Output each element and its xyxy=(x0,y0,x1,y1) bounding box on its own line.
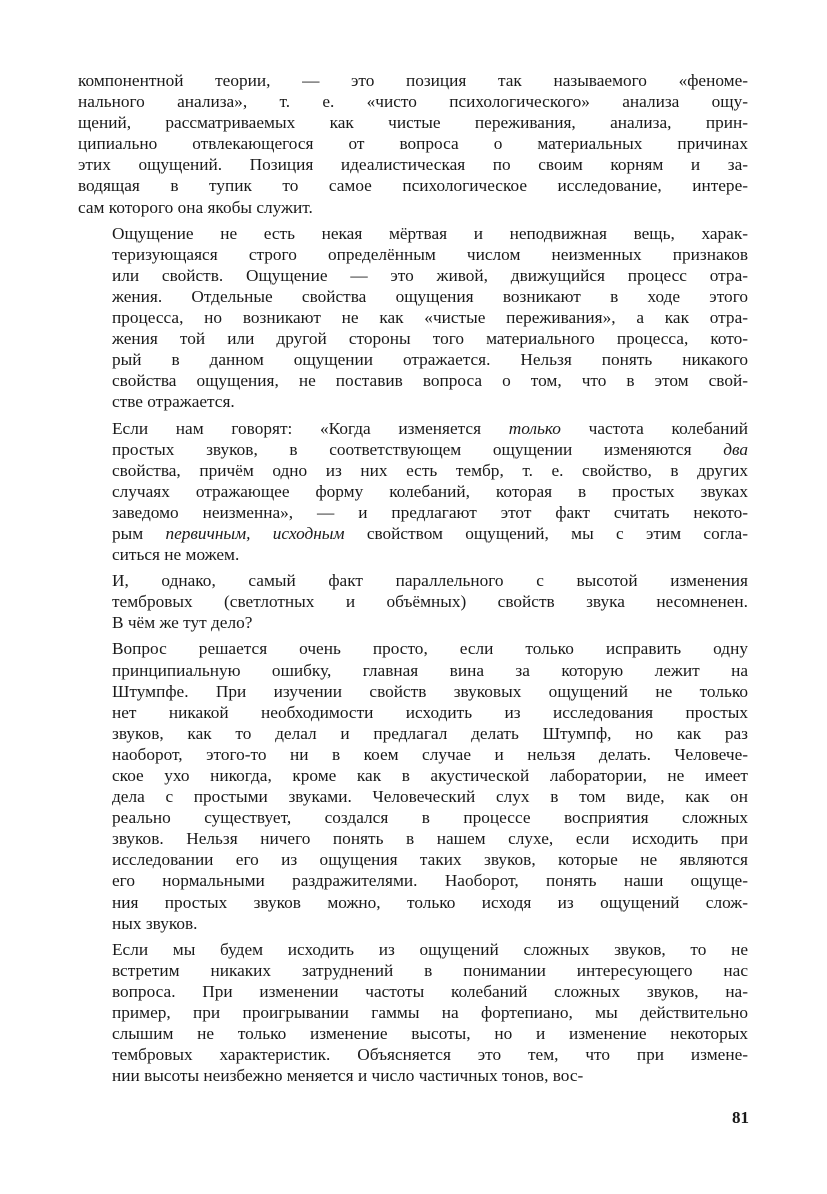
text-line: дела с простыми звуками. Человеческий слух в том виде, как он xyxy=(112,787,748,807)
text-line: Ощущение не есть некая мёртвая и неподвижная вещь, харак- xyxy=(112,223,748,243)
text-line: водящая в тупик то самое психологическое исследование, интере- xyxy=(78,176,748,196)
text-line: или свойств. Ощущение — это живой, движущийся процесс отра- xyxy=(112,265,748,285)
text-line: принципиальную ошибку, главная вина за которую лежит на xyxy=(112,660,748,680)
text-line: щений, рассматриваемых как чистые переживания, анализа, прин- xyxy=(78,113,748,133)
text-line: заведомо неизменна», — и предлагают этот факт считать некото- xyxy=(112,502,748,522)
text-line: его нормальными раздражителями. Наоборот, понять наши ощуще- xyxy=(112,871,748,891)
text-line: звуков. Нельзя ничего понять в нашем слухе, если исходить при xyxy=(112,829,748,849)
text-line: Если нам говорят: «Когда изменяется только частота колебаний xyxy=(112,418,748,438)
text-line: И, однако, самый факт параллельного с высотой изменения xyxy=(112,571,748,591)
text-line: Если мы будем исходить из ощущений сложных звуков, то не xyxy=(112,939,748,959)
text-line: компонентной теории, — это позиция так называемого «феноме- xyxy=(78,71,748,90)
text-line: Штумпфе. При изучении свойств звуковых ощущений не только xyxy=(112,681,748,701)
text-line: простых звуков, в соответствующем ощущении изменяются два xyxy=(112,439,748,459)
text-line: ситься не можем. xyxy=(112,545,240,565)
text-line: встретим никаких затруднений в понимании интересующего нас xyxy=(112,960,748,980)
text-line: свойства, причём одно из них есть тембр, т. е. свойство, в других xyxy=(112,460,748,480)
text-line: процесса, но возникают не как «чистые переживания», а как отра- xyxy=(112,308,748,328)
text-line: стве отражается. xyxy=(112,392,235,412)
text-line: теризующаяся строго определённым числом неизменных признаков xyxy=(112,244,748,264)
text-line: нии высоты неизбежно меняется и число частичных тонов, вос- xyxy=(112,1066,584,1086)
text-line: случаях отражающее форму колебаний, которая в простых звуках xyxy=(112,481,748,501)
text-line: исследовании его из ощущения таких звуков, которые не являются xyxy=(112,850,748,870)
text-line: ципиально отвлекающегося от вопроса о материальных причинах xyxy=(78,134,748,154)
paragraph xyxy=(78,418,748,566)
paragraph xyxy=(78,638,748,933)
body-text xyxy=(78,70,748,1086)
text-line: тембровых (светлотных и объёмных) свойств звука несомненен. xyxy=(112,592,748,612)
text-line: ния простых звуков можно, только исходя из ощущений слож- xyxy=(112,892,748,912)
text-line: слышим не только изменение высоты, но и изменение некоторых xyxy=(112,1024,748,1044)
text-line: В чём же тут дело? xyxy=(112,613,253,633)
text-line: ское ухо никогда, кроме как в акустической лаборатории, не имеет xyxy=(112,766,748,785)
text-line: рый в данном ощущении отражается. Нельзя понять никакого xyxy=(112,350,748,370)
text-line: пример, при проигрывании гаммы на фортепиано, мы действительно xyxy=(112,1003,748,1023)
text-line: сам которого она якобы служит. xyxy=(78,197,313,217)
text-line: свойства ощущения, не поставив вопроса о том, что в этом свой- xyxy=(112,371,748,391)
paragraph xyxy=(78,939,748,1087)
text-line: вопроса. При изменении частоты колебаний сложных звуков, на- xyxy=(112,981,748,1001)
text-line: реально существует, создался в процессе восприятия сложных xyxy=(112,808,748,828)
text-line: этих ощущений. Позиция идеалистическая по своим корням и за- xyxy=(78,155,748,175)
text-line: звуков, как то делал и предлагал делать Штумпф, но как раз xyxy=(112,723,748,743)
text-line: Вопрос решается очень просто, если только исправить одну xyxy=(112,639,748,659)
text-line: нет никакой необходимости исходить из исследования простых xyxy=(112,702,748,722)
text-line: нального анализа», т. е. «чисто психологического» анализа ощу- xyxy=(78,92,748,112)
text-line: наоборот, этого-то ни в коем случае и нельзя делать. Человече- xyxy=(112,744,748,764)
paragraph xyxy=(78,570,748,633)
text-line: тембровых характеристик. Объясняется это тем, что при измене- xyxy=(112,1045,748,1065)
paragraph xyxy=(78,223,748,413)
page-number: 81 xyxy=(732,1108,749,1127)
text-line: жения той или другой стороны того материального процесса, кото- xyxy=(112,329,748,349)
paragraph xyxy=(78,70,748,218)
text-line: жения. Отдельные свойства ощущения возникают в ходе этого xyxy=(112,286,748,306)
text-line: ных звуков. xyxy=(112,913,198,933)
text-line: рым первичным, исходным свойством ощущений, мы с этим согла- xyxy=(112,523,748,543)
